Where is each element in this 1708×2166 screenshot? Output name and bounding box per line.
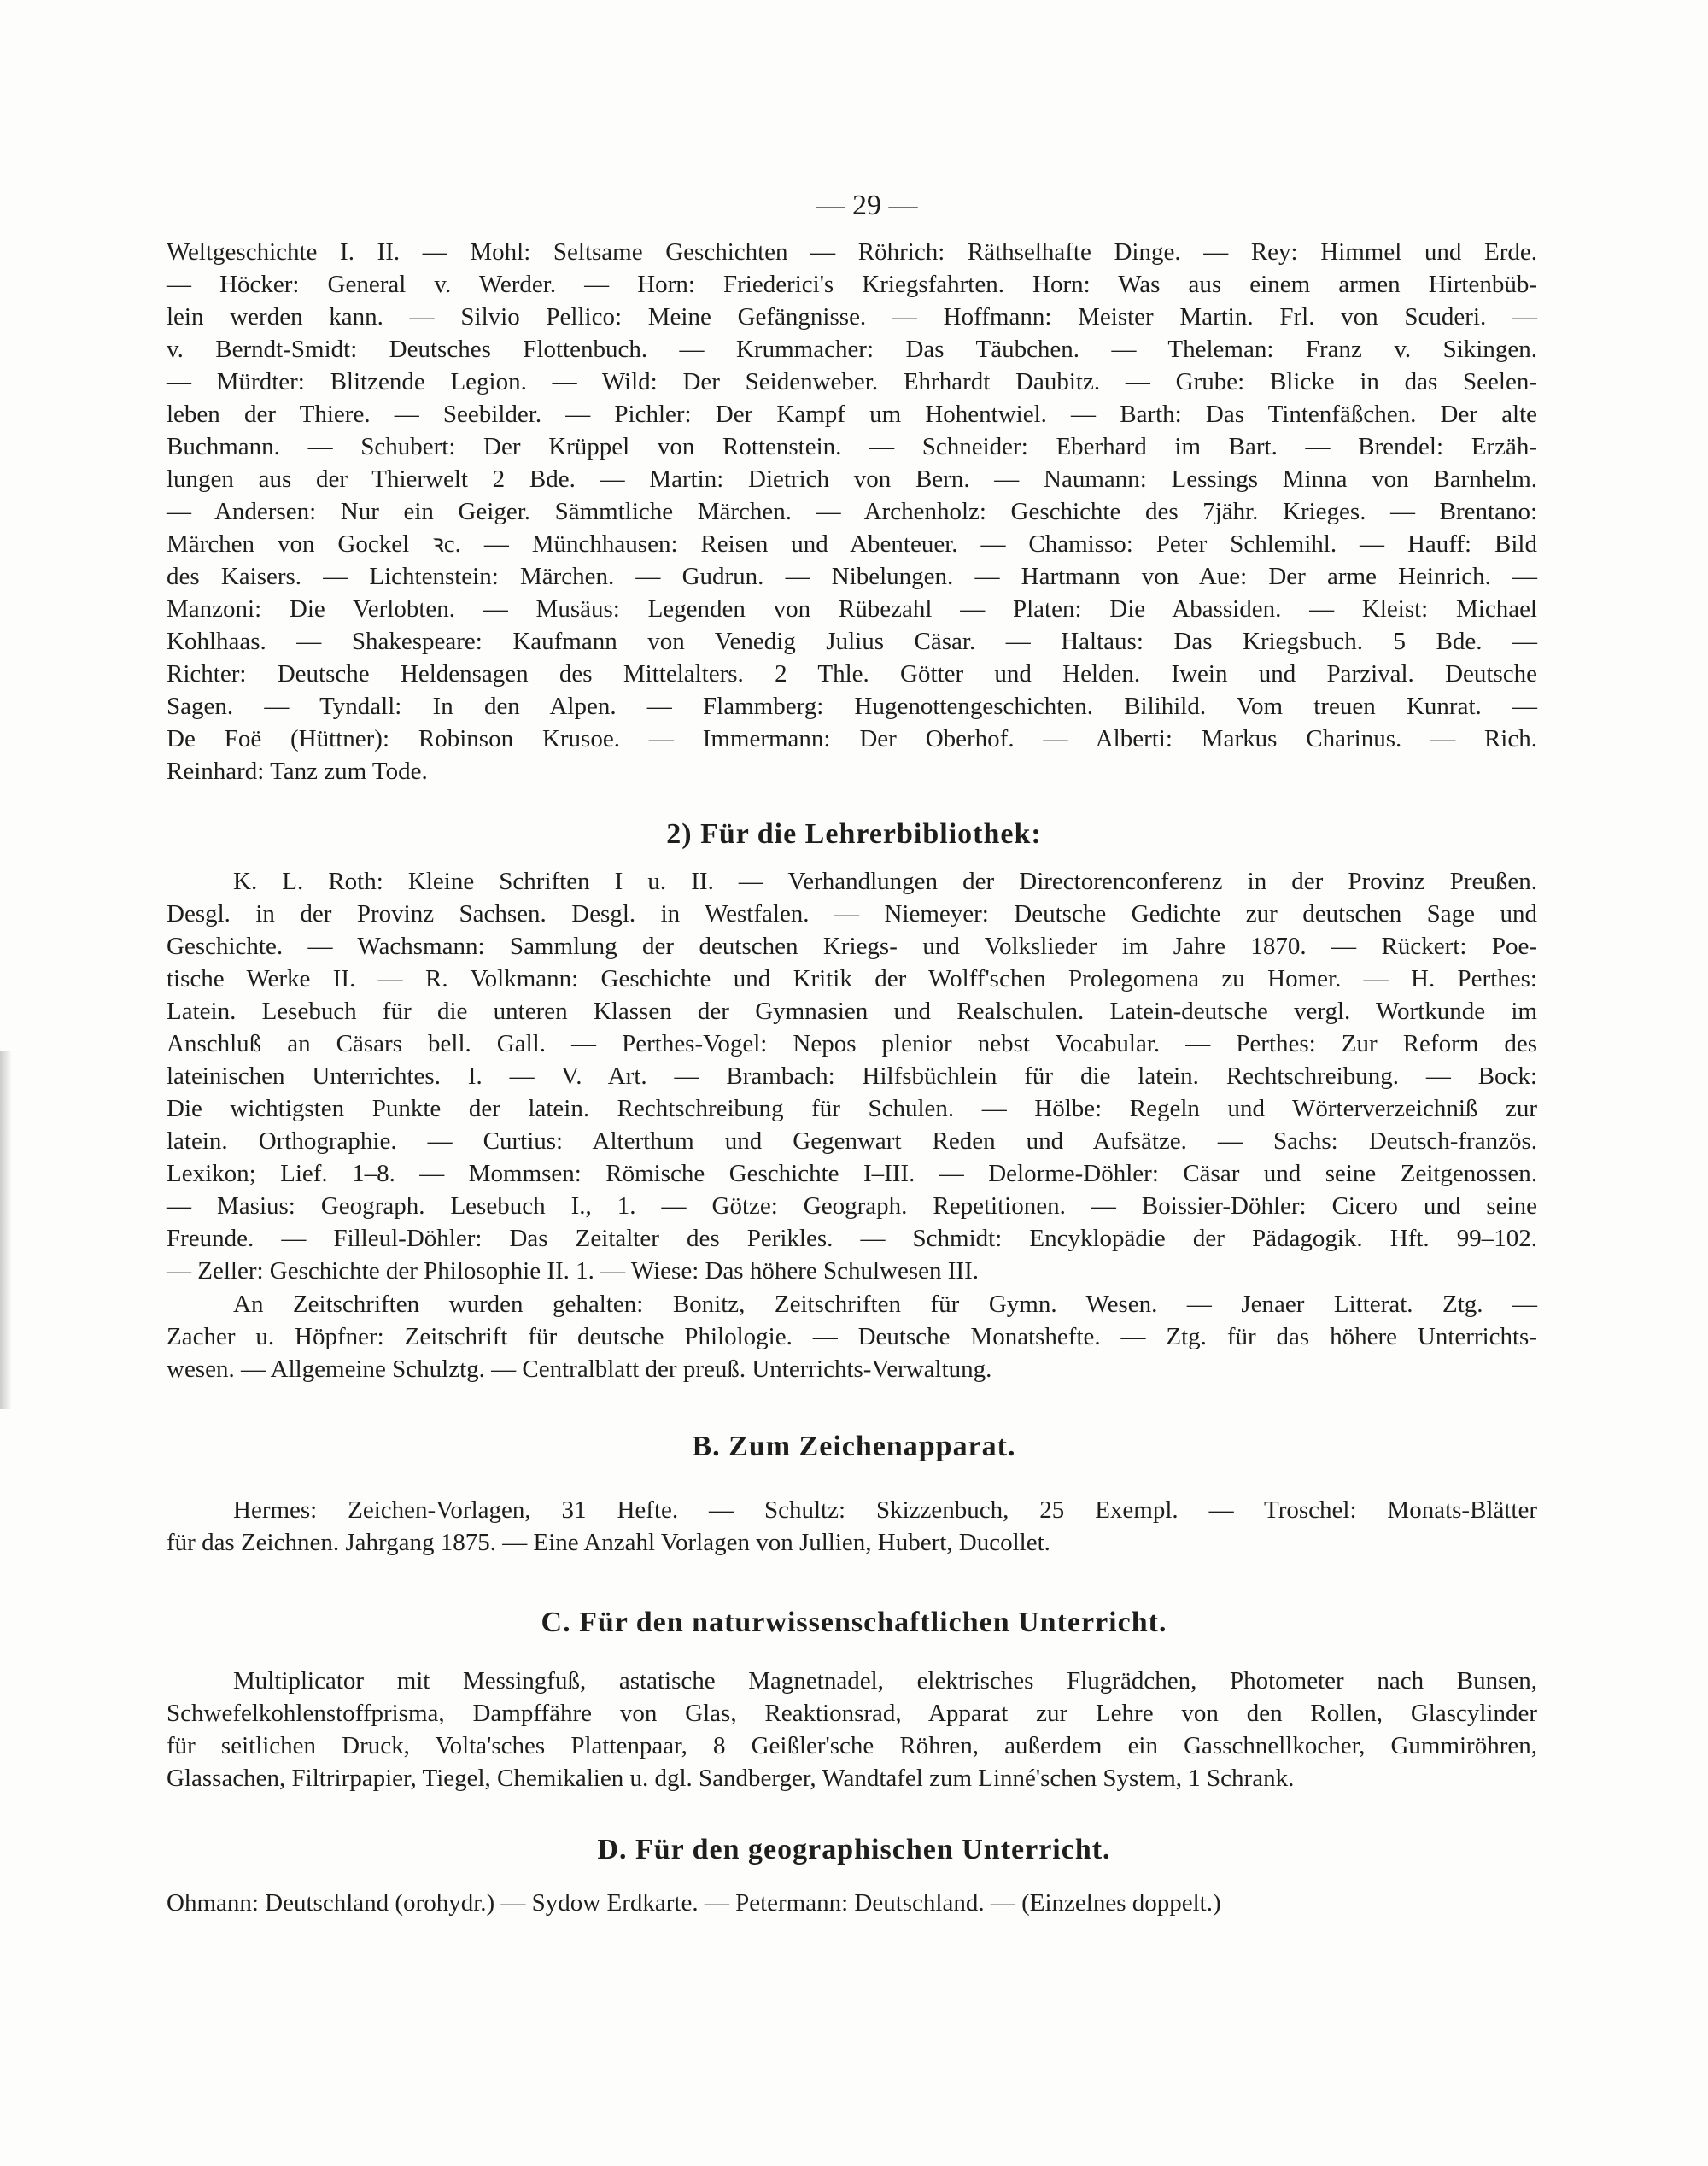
text-line: Zacher u. Höpfner: Zeitschrift für deutsche Philologie. — Deutsche Monatshefte. — Ztg. für das höhere Unterrichts- [167, 1323, 1537, 1350]
text-line: Buchmann. — Schubert: Der Krüppel von Rottenstein. — Schneider: Eberhard im Bart. — Brendel: Erzäh- [167, 433, 1537, 460]
text-line: — Mürdter: Blitzende Legion. — Wild: Der Seidenweber. Ehrhardt Daubitz. — Grube: Blicke in das Seelen- [167, 368, 1537, 395]
science-instruction-list [167, 1665, 1537, 1794]
teacher-library-list [167, 865, 1537, 1287]
student-library-list [167, 236, 1537, 787]
text-line: tische Werke II. — R. Volkmann: Geschichte und Kritik der Wolff'schen Prolegomena zu Homer. — H. Perthes: [167, 965, 1537, 992]
text-line: Schwefelkohlenstoffprisma, Dampffähre von Glas, Reaktionsrad, Apparat zur Lehre von den Rollen, Glascylinder [167, 1700, 1537, 1727]
text-line: — Zeller: Geschichte der Philosophie II. 1. — Wiese: Das höhere Schulwesen III. [167, 1257, 979, 1285]
text-line: lateinischen Unterrichtes. I. — V. Art. — Brambach: Hilfsbüchlein für die latein. Rechtschreibung. — Bock: [167, 1063, 1537, 1090]
text-line: Märchen von Gockel ꝛc. — Münchhausen: Reisen und Abenteuer. — Chamisso: Peter Schlemihl. — Hauff: Bild [167, 530, 1537, 558]
text-line: Manzoni: Die Verlobten. — Musäus: Legenden von Rübezahl — Platen: Die Abassiden. — Kleist: Michael [167, 595, 1537, 623]
text-line: — Höcker: General v. Werder. — Horn: Friederici's Kriegsfahrten. Horn: Was aus einem armen Hirtenbüb- [167, 271, 1537, 298]
text-line: Glassachen, Filtrirpapier, Tiegel, Chemikalien u. dgl. Sandberger, Wandtafel zum Linné'schen System, 1 Schrank. [167, 1765, 1295, 1792]
scan-edge-shadow [0, 1051, 12, 1409]
page-number: — 29 — [816, 190, 918, 221]
geography-instruction-list [167, 1887, 1537, 1919]
text-line: Reinhard: Tanz zum Tode. [167, 758, 428, 785]
text-line: leben der Thiere. — Seebilder. — Pichler: Der Kampf um Hohentwiel. — Barth: Das Tintenfäßchen. Der alte [167, 401, 1537, 428]
text-line: für das Zeichnen. Jahrgang 1875. — Eine Anzahl Vorlagen von Jullien, Hubert, Ducollet. [167, 1529, 1050, 1556]
heading-science-instruction: C. Für den naturwissenschaftlichen Unterricht. [541, 1607, 1167, 1638]
text-line: Desgl. in der Provinz Sachsen. Desgl. in Westfalen. — Niemeyer: Deutsche Gedichte zur deutschen Sage und [167, 900, 1537, 928]
text-line: Richter: Deutsche Heldensagen des Mittelalters. 2 Thle. Götter und Helden. Iwein und Parzival. Deutsche [167, 660, 1537, 688]
text-line: latein. Orthographie. — Curtius: Alterthum und Gegenwart Reden und Aufsätze. — Sachs: Deutsch-französ. [167, 1127, 1537, 1155]
text-line: Anschluß an Cäsars bell. Gall. — Perthes-Vogel: Nepos plenior nebst Vocabular. — Perthes: Zur Reform des [167, 1030, 1537, 1057]
text-line: lungen aus der Thierwelt 2 Bde. — Martin: Dietrich von Bern. — Naumann: Lessings Minna von Barnhelm. [167, 465, 1537, 493]
text-line: Die wichtigsten Punkte der latein. Rechtschreibung für Schulen. — Hölbe: Regeln und Wörterverzeichniß zur [167, 1095, 1537, 1122]
text-line: — Masius: Geograph. Lesebuch I., 1. — Götze: Geograph. Repetitionen. — Boissier-Döhler: Cicero und seine [167, 1192, 1537, 1220]
text-line: Kohlhaas. — Shakespeare: Kaufmann von Venedig Julius Cäsar. — Haltaus: Das Kriegsbuch. 5 Bde. — [167, 628, 1537, 655]
heading-teacher-library: 2) Für die Lehrerbibliothek: [666, 818, 1042, 850]
text-line: De Foë (Hüttner): Robinson Krusoe. — Immermann: Der Oberhof. — Alberti: Markus Charinus. — Rich. [167, 725, 1537, 752]
text-line: Ohmann: Deutschland (orohydr.) — Sydow Erdkarte. — Petermann: Deutschland. — (Einzelnes doppelt.) [167, 1889, 1221, 1917]
text-line: Lexikon; Lief. 1–8. — Mommsen: Römische Geschichte I–III. — Delorme-Döhler: Cäsar und seine Zeitgenossen. [167, 1160, 1537, 1187]
text-line: Multiplicator mit Messingfuß, astatische Magnetnadel, elektrisches Flugrädchen, Photometer nach Bunsen, [233, 1667, 1537, 1695]
drawing-apparatus-list [167, 1494, 1537, 1559]
heading-drawing-apparatus: B. Zum Zeichenapparat. [692, 1431, 1016, 1462]
text-line: v. Berndt-Smidt: Deutsches Flottenbuch. — Krummacher: Das Täubchen. — Theleman: Franz v. Sikingen. [167, 336, 1537, 363]
periodicals-paragraph [167, 1288, 1537, 1385]
heading-geography-instruction: D. Für den geographischen Unterricht. [597, 1834, 1111, 1865]
text-line: Weltgeschichte I. II. — Mohl: Seltsame Geschichten — Röhrich: Räthselhafte Dinge. — Rey: Himmel und Erde. [167, 238, 1537, 266]
text-line: lein werden kann. — Silvio Pellico: Meine Gefängnisse. — Hoffmann: Meister Martin. Frl. von Scuderi. — [167, 303, 1537, 331]
text-line: wesen. — Allgemeine Schulztg. — Centralblatt der preuß. Unterrichts-Verwaltung. [167, 1355, 992, 1383]
text-line: Geschichte. — Wachsmann: Sammlung der deutschen Kriegs- und Volkslieder im Jahre 1870. — Rückert: Poe- [167, 933, 1537, 960]
text-line: An Zeitschriften wurden gehalten: Bonitz, Zeitschriften für Gymn. Wesen. — Jenaer Litterat. Ztg. — [233, 1291, 1537, 1318]
text-line: des Kaisers. — Lichtenstein: Märchen. — Gudrun. — Nibelungen. — Hartmann von Aue: Der arme Heinrich. — [167, 563, 1537, 590]
text-line: Freunde. — Filleul-Döhler: Das Zeitalter des Perikles. — Schmidt: Encyklopädie der Pädagogik. Hft. 99–102. [167, 1225, 1537, 1252]
text-line: — Andersen: Nur ein Geiger. Sämmtliche Märchen. — Archenholz: Geschichte des 7jähr. Krieges. — Brentano: [167, 498, 1537, 525]
text-line: K. L. Roth: Kleine Schriften I u. II. — Verhandlungen der Directorenconferenz in der Provinz Preußen. [233, 868, 1537, 895]
text-line: Sagen. — Tyndall: In den Alpen. — Flammberg: Hugenottengeschichten. Bilihild. Vom treuen Kunrat. — [167, 693, 1537, 720]
text-line: Hermes: Zeichen-Vorlagen, 31 Hefte. — Schultz: Skizzenbuch, 25 Exempl. — Troschel: Monats-Blätter [233, 1496, 1537, 1524]
text-line: für seitlichen Druck, Volta'sches Plattenpaar, 8 Geißler'sche Röhren, außerdem ein Gasschnellkocher, Gummiröhren, [167, 1732, 1537, 1759]
text-line: Latein. Lesebuch für die unteren Klassen der Gymnasien und Realschulen. Latein-deutsche vergl. Wortkunde im [167, 998, 1537, 1025]
